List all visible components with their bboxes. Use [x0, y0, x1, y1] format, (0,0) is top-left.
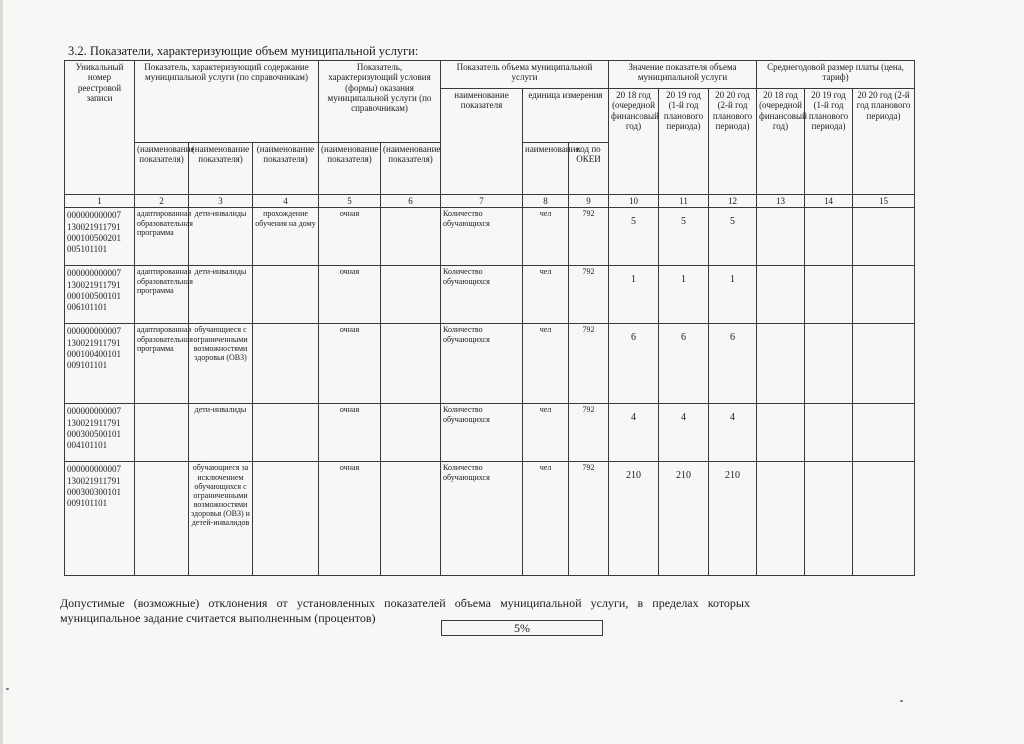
value-2019: 4 — [659, 404, 709, 462]
registry-number: 000000000007 130021911791 000100400101 009101101 — [65, 324, 135, 404]
header-condition-name-1: (наименование показателя) — [319, 143, 381, 195]
header-volume-value: Значение показателя объема муниципальной услуги — [609, 61, 757, 89]
content-indicator-3 — [253, 324, 319, 404]
column-number: 15 — [853, 195, 915, 208]
value-2018: 1 — [609, 266, 659, 324]
header-content-name-3: (наименование показателя) — [253, 143, 319, 195]
okei-code: 792 — [569, 208, 609, 266]
fee-2018 — [757, 324, 805, 404]
okei-code: 792 — [569, 462, 609, 576]
header-okei-code: код по ОКЕИ — [569, 143, 609, 195]
fee-2020 — [853, 404, 915, 462]
column-number: 5 — [319, 195, 381, 208]
fee-2019 — [805, 208, 853, 266]
value-2020: 6 — [709, 324, 757, 404]
volume-indicator-name: Количество обучающихся — [441, 324, 523, 404]
header-fee-year-2019: 20 19 год (1-й год планового периода) — [805, 89, 853, 195]
fee-2018 — [757, 404, 805, 462]
fee-2020 — [853, 324, 915, 404]
volume-indicator-name: Количество обучающихся — [441, 462, 523, 576]
column-number: 14 — [805, 195, 853, 208]
value-2020: 5 — [709, 208, 757, 266]
condition-indicator-1: очная — [319, 404, 381, 462]
content-indicator-1: адаптированная образовательная программа — [135, 208, 189, 266]
deviation-text: Допустимые (возможные) отклонения от установленных показателей объема муниципальной услуги, в пределах которых — [60, 596, 750, 610]
volume-indicators-table — [64, 60, 915, 576]
okei-code: 792 — [569, 324, 609, 404]
unit-name: чел — [523, 208, 569, 266]
fee-2019 — [805, 404, 853, 462]
fee-2019 — [805, 324, 853, 404]
unit-name: чел — [523, 266, 569, 324]
scan-speck — [900, 700, 903, 702]
unit-name: чел — [523, 404, 569, 462]
section-title: 3.2. Показатели, характеризующие объем муниципальной услуги: — [68, 44, 419, 58]
value-2019: 5 — [659, 208, 709, 266]
fee-2018 — [757, 462, 805, 576]
content-indicator-1: адаптированная образовательная программа — [135, 324, 189, 404]
column-number: 7 — [441, 195, 523, 208]
registry-number: 000000000007 130021911791 000100500201 005101101 — [65, 208, 135, 266]
condition-indicator-2 — [381, 404, 441, 462]
value-2019: 6 — [659, 324, 709, 404]
table-row — [65, 324, 915, 404]
content-indicator-2: обучающиеся с ограниченными возможностями здоровья (ОВЗ) — [189, 324, 253, 404]
column-number: 2 — [135, 195, 189, 208]
column-number: 1 — [65, 195, 135, 208]
column-number: 9 — [569, 195, 609, 208]
value-2020: 1 — [709, 266, 757, 324]
header-conditions-indicator: Показатель, характеризующий условия (формы) оказания муниципальной услуги (по справочникам) — [319, 61, 441, 143]
registry-number: 000000000007 130021911791 000300500101 004101101 — [65, 404, 135, 462]
header-year-2020: 20 20 год (2-й год планового периода) — [709, 89, 757, 195]
column-number: 13 — [757, 195, 805, 208]
value-2018: 4 — [609, 404, 659, 462]
volume-indicator-name: Количество обучающихся — [441, 404, 523, 462]
fee-2019 — [805, 266, 853, 324]
header-condition-name-2: (наименование показателя) — [381, 143, 441, 195]
volume-indicator-name: Количество обучающихся — [441, 208, 523, 266]
header-fee-year-2018: 20 18 год (очередной финансовый год) — [757, 89, 805, 195]
header-content-name-1: (наименование показателя) — [135, 143, 189, 195]
table-row — [65, 266, 915, 324]
value-2018: 6 — [609, 324, 659, 404]
column-number: 11 — [659, 195, 709, 208]
value-2018: 210 — [609, 462, 659, 576]
column-number: 4 — [253, 195, 319, 208]
deviation-text-continuation: муниципальное задание считается выполненным (процентов) — [60, 611, 376, 625]
content-indicator-2: обучающиеся за исключением обучающихся с ограниченными возможностями здоровья (ОВЗ) и детей-инвалидов — [189, 462, 253, 576]
fee-2020 — [853, 462, 915, 576]
value-2020: 4 — [709, 404, 757, 462]
condition-indicator-2 — [381, 266, 441, 324]
scan-edge — [0, 0, 3, 744]
content-indicator-1 — [135, 462, 189, 576]
header-year-2019: 20 19 год (1-й год планового периода) — [659, 89, 709, 195]
condition-indicator-1: очная — [319, 324, 381, 404]
table-row — [65, 462, 915, 576]
okei-code: 792 — [569, 404, 609, 462]
value-2019: 210 — [659, 462, 709, 576]
fee-2020 — [853, 208, 915, 266]
content-indicator-2: дети-инвалиды — [189, 208, 253, 266]
content-indicator-3: прохождение обучения на дому — [253, 208, 319, 266]
condition-indicator-2 — [381, 324, 441, 404]
column-number: 10 — [609, 195, 659, 208]
header-year-2018: 20 18 год (очередной финансовый год) — [609, 89, 659, 195]
value-2019: 1 — [659, 266, 709, 324]
value-2018: 5 — [609, 208, 659, 266]
column-number: 12 — [709, 195, 757, 208]
column-number: 3 — [189, 195, 253, 208]
unit-name: чел — [523, 462, 569, 576]
condition-indicator-1: очная — [319, 266, 381, 324]
unit-name: чел — [523, 324, 569, 404]
fee-2020 — [853, 266, 915, 324]
table-row — [65, 404, 915, 462]
content-indicator-3 — [253, 462, 319, 576]
column-number: 8 — [523, 195, 569, 208]
condition-indicator-2 — [381, 462, 441, 576]
fee-2018 — [757, 266, 805, 324]
content-indicator-2: дети-инвалиды — [189, 266, 253, 324]
okei-code: 792 — [569, 266, 609, 324]
volume-indicator-name: Количество обучающихся — [441, 266, 523, 324]
header-fee-year-2020: 20 20 год (2-й год планового периода) — [853, 89, 915, 195]
content-indicator-3 — [253, 404, 319, 462]
content-indicator-1 — [135, 404, 189, 462]
header-average-fee: Среднегодовой размер платы (цена, тариф) — [757, 61, 915, 89]
value-2020: 210 — [709, 462, 757, 576]
fee-2019 — [805, 462, 853, 576]
registry-number: 000000000007 130021911791 000100500101 006101101 — [65, 266, 135, 324]
content-indicator-2: дети-инвалиды — [189, 404, 253, 462]
header-unique-number: Уникальный номер реестровой записи — [65, 61, 135, 195]
header-unit-name: наименование — [523, 143, 569, 195]
registry-number: 000000000007 130021911791 000300300101 009101101 — [65, 462, 135, 576]
fee-2018 — [757, 208, 805, 266]
header-content-name-2: (наименование показателя) — [189, 143, 253, 195]
condition-indicator-1: очная — [319, 208, 381, 266]
scan-speck — [6, 688, 9, 690]
content-indicator-3 — [253, 266, 319, 324]
deviation-percent-box: 5% — [441, 620, 603, 636]
header-volume-name: наименование показателя — [441, 89, 523, 195]
condition-indicator-2 — [381, 208, 441, 266]
header-content-indicator: Показатель, характеризующий содержание муниципальной услуги (по справочникам) — [135, 61, 319, 143]
header-volume-indicator: Показатель объема муниципальной услуги — [441, 61, 609, 89]
column-number: 6 — [381, 195, 441, 208]
table-row — [65, 208, 915, 266]
content-indicator-1: адаптированная образовательная программа — [135, 266, 189, 324]
header-unit: единица измерения — [523, 89, 609, 143]
condition-indicator-1: очная — [319, 462, 381, 576]
